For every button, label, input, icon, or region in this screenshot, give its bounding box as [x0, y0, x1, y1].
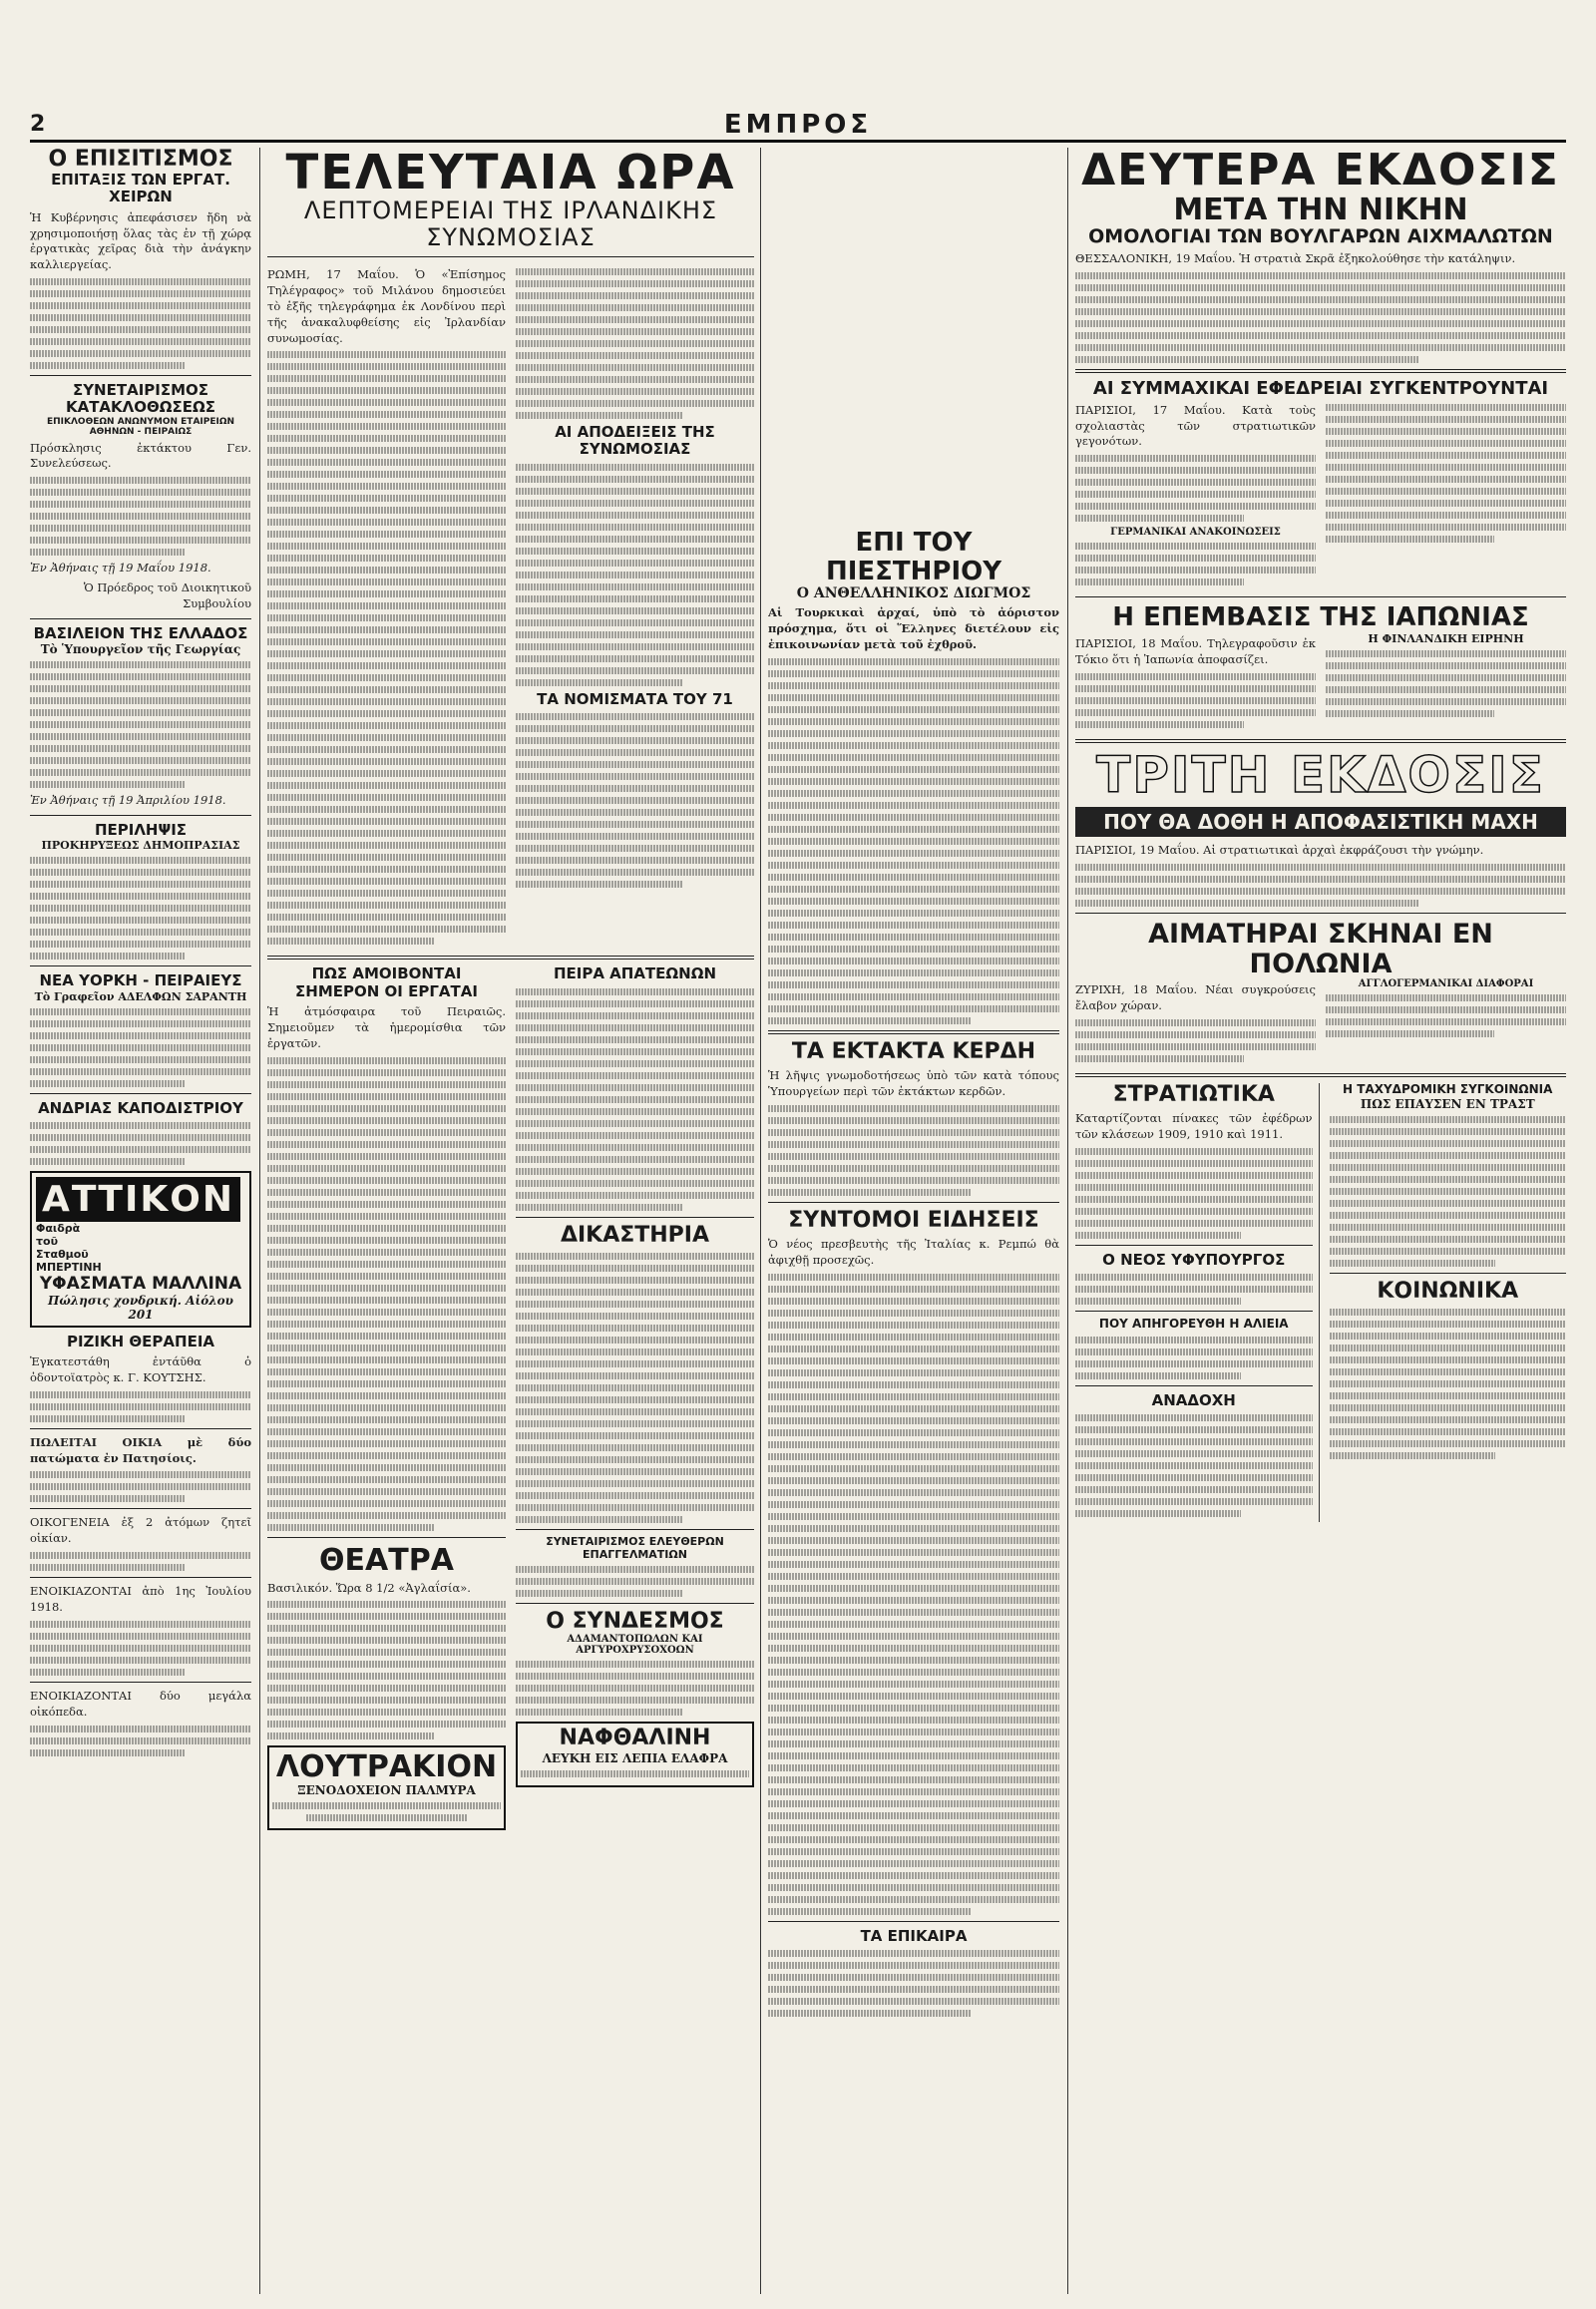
column-4 — [1075, 148, 1566, 2294]
headline-deftera-ekdosis: ΔΕΥΤΕΡΑ ΕΚΔΟΣΙΣ — [1081, 148, 1560, 195]
subheadline: Ο ΑΝΘΕΛΛΗΝΙΚΟΣ ΔΙΩΓΜΟΣ — [796, 585, 1031, 602]
subheadline-aichmalotoi: ΟΜΟΛΟΓΙΑΙ ΤΩΝ ΒΟΥΛΓΑΡΩΝ ΑΙΧΜΑΛΩΤΩΝ — [1088, 225, 1553, 248]
page-number: 2 — [30, 112, 46, 137]
headline-nomismata: ΤΑ ΝΟΜΙΣΜΑΤΑ ΤΟΥ 71 — [537, 689, 733, 708]
ad-attikon-line2: Πώλησις χονδρική. Αἰόλου 201 — [48, 1293, 233, 1322]
signature: Ὁ Πρόεδρος τοῦ Διοικητικοῦ Συμβουλίου — [83, 580, 251, 611]
article-text: Βασιλικόν. Ὥρα 8 1/2 «Ἀγλαΐσία». — [267, 1580, 471, 1595]
headline-vasileion: ΒΑΣΙΛΕΙΟΝ ΤΗΣ ΕΛΛΑΔΟΣ — [33, 623, 248, 642]
column-rule — [259, 148, 260, 2294]
article-text: ΠΑΡΙΣΙΟΙ, 18 Μαΐου. Τηλεγραφοῦσιν ἐκ Τόκιο ὅτι ἡ Ἰαπωνία ἀποφασίζει. — [1075, 635, 1316, 666]
column-1 — [30, 148, 251, 2294]
subheadline-niki: ΜΕΤΑ ΤΗΝ ΝΙΚΗΝ — [1173, 192, 1468, 228]
headline-nea-yorki: ΝΕΑ ΥΟΡΚΗ - ΠΕΙΡΑΙΕΥΣ — [39, 971, 242, 990]
article-text: Καταρτίζονται πίνακες τῶν ἐφέδρων τῶν κλάσεων 1909, 1910 καὶ 1911. — [1075, 1111, 1313, 1142]
ad-attikon — [30, 1171, 251, 1328]
ad-loutrakion — [267, 1745, 506, 1830]
subheadline: ΠΩΣ ΕΠΑΥΣΕΝ ΕΝ ΤΡΑΣΤ — [1360, 1096, 1535, 1111]
newspaper-page — [30, 110, 1566, 2294]
headline-riziki: ΡΙΖΙΚΗ ΘΕΡΑΠΕΙΑ — [66, 1332, 215, 1350]
article-text: Ὁ νέος πρεσβευτὴς τῆς Ἰταλίας κ. Ρεμπώ θὰ ἀφιχθῇ προσεχῶς. — [768, 1236, 1059, 1267]
headline-dikastiria: ΔΙΚΑΣΤΗΡΙΑ — [560, 1222, 710, 1248]
article-text: Ἐγκατεστάθη ἐντάῦθα ὁ ὀδοντοϊατρὸς κ. Γ. ΚΟΥΤΣΗΣ. — [30, 1354, 251, 1384]
headline-synetairismos-epaggelmation: ΣΥΝΕΤΑΙΡΙΣΜΟΣ ΕΛΕΥΘΕΡΩΝ ΕΠΑΓΓΕΛΜΑΤΙΩΝ — [546, 1534, 724, 1561]
subheadline: Η ΦΙΝΛΑΝΔΙΚΗ ΕΙΡΗΝΗ — [1368, 631, 1524, 645]
headline-piestirio: ΕΠΙ ΤΟΥ ΠΙΕΣΤΗΡΙΟΥ — [825, 529, 1002, 586]
headline-apateones: ΠΕΙΡΑ ΑΠΑΤΕΩΝΩΝ — [553, 964, 717, 983]
text-line — [30, 278, 251, 285]
classified-ad: ΕΝΟΙΚΙΑΖΟΝΤΑΙ δύο μεγάλα οἰκόπεδα. — [30, 1688, 251, 1719]
headline-stratiotika: ΣΤΡΑΤΙΩΤΙΚΑ — [1112, 1082, 1275, 1108]
headline-ergatai: ΠΩΣ ΑΜΟΙΒΟΝΤΑΙ ΣΗΜΕΡΟΝ ΟΙ ΕΡΓΑΤΑΙ — [295, 964, 478, 1000]
article-text: Ἡ λῆψις γνωμοδοτήσεως ὑπὸ τῶν κατὰ τόπους Ὑπουργείων περὶ τῶν ἐκτάκτων κερδῶν. — [768, 1067, 1059, 1098]
column-3 — [768, 529, 1059, 2294]
headline-anadochi: ΑΝΑΔΟΧΗ — [1151, 1391, 1236, 1410]
headline-syndesmos: Ο ΣΥΝΔΕΣΜΟΣ — [546, 1609, 724, 1635]
article-text: ΡΩΜΗ, 17 Μαΐου. Ὁ «Ἐπίσημος Τηλέγραφος» τοῦ Μιλάνου δημοσιεύει τὸ ἑξῆς τηλεγράφημα ἐκ Λονδίνου περὶ τῆς ἀνακαλυφθείσης εἰς Ἰρλανδίαν συνωμοσίας. — [267, 267, 506, 345]
headline-koinonika: ΚΟΙΝΩΝΙΚΑ — [1377, 1278, 1519, 1304]
headline-syntomoi-eidiseis: ΣΥΝΤΟΜΟΙ ΕΙΔΗΣΕΙΣ — [788, 1207, 1039, 1233]
subheadline: ΕΠΙΚΛΟΘΕΩΝ ΑΝΩΝΥΜΟΝ ΕΤΑΙΡΕΙΩΝ ΑΘΗΝΩΝ - ΠΕΙΡΑΙΩΣ — [46, 416, 235, 437]
ad-loutrakion-sub: ΞΕΝΟΔΟΧΕΙΟΝ ΠΑΛΜΥΡΑ — [297, 1783, 476, 1798]
two-column-block — [267, 965, 754, 1836]
subheadline: Τὸ Γραφεῖον ΑΔΕΛΦΩΝ ΣΑΡΑΝΤΗ — [34, 989, 247, 1003]
subheadline: Τὸ Ὑπουργεῖον τῆς Γεωργίας — [40, 642, 241, 657]
ad-loutrakion-title: ΛΟΥΤΡΑΚΙΟΝ — [275, 1749, 498, 1785]
subheadline-box — [1075, 807, 1566, 837]
masthead — [30, 110, 1566, 143]
headline-epikaira: ΤΑ ΕΠΙΚΑΙΡΑ — [860, 1926, 968, 1945]
subheadline-machi: ΠΟΥ ΘΑ ΔΟΘΗ Η ΑΠΟΦΑΣΙΣΤΙΚΗ ΜΑΧΗ — [1103, 810, 1538, 835]
headline-theatra: ΘΕΑΤΡΑ — [319, 1542, 454, 1578]
classified-ad: ΟΙΚΟΓΕΝΕΙΑ ἐξ 2 ἀτόμων ζητεῖ οἰκίαν. — [30, 1515, 251, 1546]
divider — [30, 375, 251, 376]
headline-ektakta-kerdi: ΤΑ ΕΚΤΑΚΤΑ ΚΕΡΔΗ — [791, 1038, 1036, 1064]
ad-attikon-side: Φαιδρὰ τοῦ Σταθμοῦ ΜΠΕΡΤΙΝΗ — [36, 1221, 102, 1274]
headline-synetairismos: ΣΥΝΕΤΑΙΡΙΣΜΟΣ ΚΑΤΑΚΛΟΘΩΣΕΩΣ — [65, 381, 216, 417]
ad-attikon-line: ΥΦΑΣΜΑΤΑ ΜΑΛΛΙΝΑ — [39, 1273, 242, 1294]
column-2 — [267, 148, 754, 2294]
classified-ad: ΕΝΟΙΚΙΑΖΟΝΤΑΙ ἀπὸ 1ης Ἰουλίου 1918. — [30, 1584, 251, 1615]
article-text: Πρόσκλησις ἐκτάκτου Γεν. Συνελεύσεως. — [30, 440, 251, 471]
subheadline: ΠΡΟΚΗΡΥΞΕΩΣ ΔΗΜΟΠΡΑΣΙΑΣ — [41, 839, 240, 853]
two-column-block — [267, 263, 754, 950]
subheadline: ΑΔΑΜΑΝΤΟΠΩΛΩΝ ΚΑΙ ΑΡΓΥΡΟΧΡΥΣΟΧΟΩΝ — [567, 1634, 703, 1657]
headline-polonia: ΑΙΜΑΤΗΡΑΙ ΣΚΗΝΑΙ ΕΝ ΠΟΛΩΝΙΑ — [1148, 918, 1493, 979]
headline-tachydromiki: Η ΤΑΧΥΔΡΟΜΙΚΗ ΣΥΓΚΟΙΝΩΝΙΑ — [1343, 1082, 1553, 1097]
headline-teleftaia-ora: ΤΕΛΕΥΤΑΙΑ ΩΡΑ — [285, 148, 736, 200]
headline-apodeixeis: ΑΙ ΑΠΟΔΕΙΞΕΙΣ ΤΗΣ ΣΥΝΩΜΟΣΙΑΣ — [555, 423, 715, 459]
headline-alieia: ΠΟΥ ΑΠΗΓΟΡΕΥΘΗ Η ΑΛΙΕΙΑ — [1098, 1317, 1289, 1332]
ad-naftalini-sub: ΛΕΥΚΗ ΕΙΣ ΛΕΠΙΑ ΕΛΑΦΡΑ — [542, 1750, 728, 1765]
article-text: ΘΕΣΣΑΛΟΝΙΚΗ, 19 Μαΐου. Ἡ στρατιὰ Σκρᾶ ἐξηκολούθησε τὴν κατάληψιν. — [1075, 251, 1516, 266]
subheadline: ΑΓΓΛΟΓΕΡΜΑΝΙΚΑΙ ΔΙΑΦΟΡΑΙ — [1358, 978, 1534, 990]
ad-naftalini-title: ΝΑΦΘΑΛΙΝΗ — [559, 1726, 711, 1751]
article-text: ΖΥΡΙΧΗ, 18 Μαΐου. Νέαι συγκρούσεις ἔλαβον χώραν. — [1075, 982, 1316, 1013]
subheadline-irlandia: ΛΕΠΤΟΜΕΡΕΙΑΙ ΤΗΣ ΙΡΛΑΝΔΙΚΗΣ ΣΥΝΩΜΟΣΙΑΣ — [303, 196, 718, 251]
ad-naftalini — [516, 1722, 754, 1786]
column-rule — [1067, 148, 1068, 2294]
headline-triti-ekdosis: ΤΡΙΤΗ ΕΚΔΟΣΙΣ — [1096, 745, 1545, 804]
article-text: ΠΑΡΙΣΙΟΙ, 19 Μαΐου. Αἱ στρατιωτικαὶ ἀρχαὶ ἐκφράζουσι τὴν γνώμην. — [1075, 843, 1484, 858]
date-line: Ἐν Ἀθήναις τῇ 19 Ἀπριλίου 1918. — [30, 793, 226, 808]
classified-ad: ΠΩΛΕΙΤΑΙ ΟΙΚΙΑ μὲ δύο πατώματα ἐν Πατησίοις. — [30, 1434, 251, 1465]
headline-episitismos: Ο ΕΠΙΣΙΤΙΣΜΟΣ — [48, 148, 233, 172]
column-rule — [760, 148, 761, 2294]
article-text: Ἡ Κυβέρνησις ἀπεφάσισεν ἤδη νὰ χρησιμοποιήσῃ ὅλας τὰς ἐν τῇ χώρᾳ ἐργατικὰς χεῖρας διὰ τὴν ἀνάγκην καλλιεργείας. — [30, 209, 251, 272]
ad-attikon-title: ΑΤΤΙΚΟΝ — [36, 1177, 240, 1222]
newspaper-title: ΕΜΠΡΟΣ — [723, 110, 873, 140]
headline-iaponia: Η ΕΠΕΜΒΑΣΙΣ ΤΗΣ ΙΑΠΩΝΙΑΣ — [1112, 602, 1529, 633]
subheadline: ΕΠΙΤΑΞΙΣ ΤΩΝ ΕΡΓΑΤ. ΧΕΙΡΩΝ — [51, 171, 230, 206]
headline-andrias: ΑΝΔΡΙΑΣ ΚΑΠΟΔΙΣΤΡΙΟΥ — [38, 1098, 243, 1117]
article-text: Ἡ ἀτμόσφαιρα τοῦ Πειραιῶς. Σημειοῦμεν τὰ ἡμερομίσθια τῶν ἐργατῶν. — [267, 1003, 506, 1050]
headline-efedreiai: ΑΙ ΣΥΜΜΑΧΙΚΑΙ ΕΦΕΔΡΕΙΑΙ ΣΥΓΚΕΝΤΡΟΥΝΤΑΙ — [1092, 377, 1549, 399]
article-text: Αἱ Τουρκικαὶ ἀρχαί, ὑπὸ τὸ ἀόριστον πρόσχημα, ὅτι οἱ Ἕλληνες διετέλουν εἰς ἐπικοινωνίαν μετὰ τοῦ ἐχθροῦ. — [768, 605, 1059, 651]
date-line: Ἐν Ἀθήναις τῇ 19 Μαΐου 1918. — [30, 561, 211, 576]
article-text: ΠΑΡΙΣΙΟΙ, 17 Μαΐου. Κατὰ τοὺς σχολιαστὰς τῶν στρατιωτικῶν γεγονότων. — [1075, 402, 1316, 449]
subheadline: ΓΕΡΜΑΝΙΚΑΙ ΑΝΑΚΟΙΝΩΣΕΙΣ — [1110, 527, 1281, 539]
headline-perilipsis: ΠΕΡΙΛΗΨΙΣ — [94, 821, 188, 840]
headline-neos-yfypourgos: Ο ΝΕΟΣ ΥΦΥΠΟΥΡΓΟΣ — [1102, 1250, 1286, 1269]
